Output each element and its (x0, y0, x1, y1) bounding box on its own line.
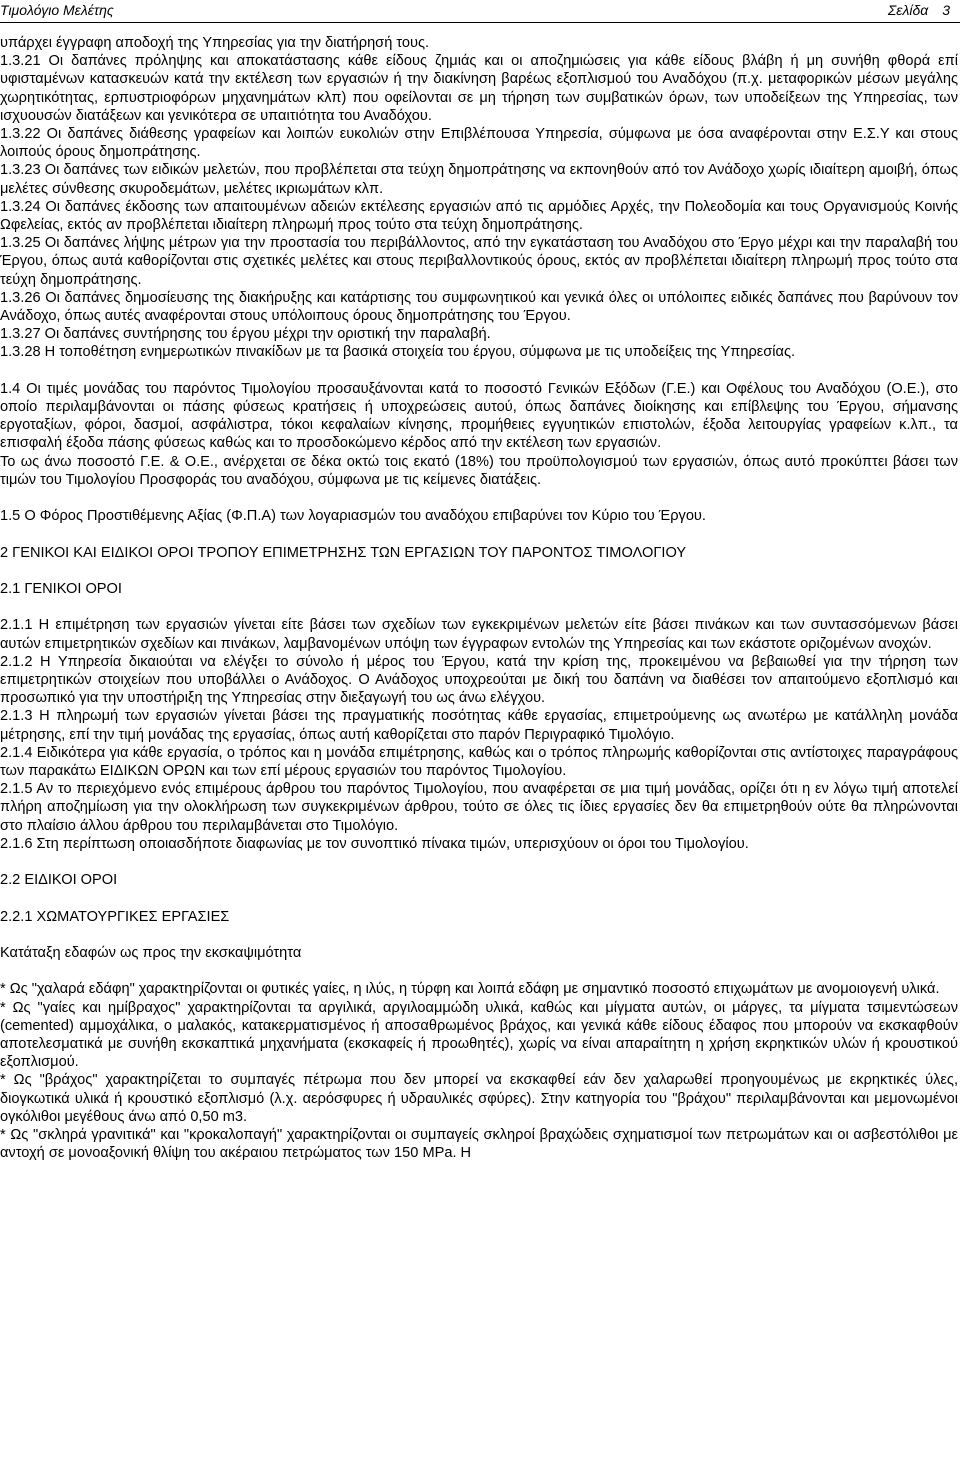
paragraph: υπάρχει έγγραφη αποδοχή της Υπηρεσίας για την διατήρησή τους. (0, 35, 430, 51)
paragraph: * Ως "χαλαρά εδάφη" χαρακτηρίζονται οι φυτικές γαίες, η ιλύς, η τύρφη και λοιπά εδάφη με σημαντικό ποσοστό επιχωμάτων με ανομοιογενή υλικά. (0, 981, 940, 998)
paragraph: 1.3.27 Οι δαπάνες συντήρησης του έργου μέχρι την οριστική την παραλαβή. (0, 326, 491, 343)
paragraph: 2 ΓΕΝΙΚΟΙ ΚΑΙ ΕΙΔΙΚΟΙ ΟΡΟΙ ΤΡΟΠΟΥ ΕΠΙΜΕΤΡΗΣΗΣ ΤΩΝ ΕΡΓΑΣΙΩΝ ΤΟΥ ΠΑΡΟΝΤΟΣ ΤΙΜΟΛΟΓΙΟΥ (0, 544, 687, 561)
paragraph: * Ως "βράχος" χαρακτηρίζεται το συμπαγές πέτρωμα που δεν μπορεί να εκσκαφθεί εάν δεν χαλαρωθεί προηγουμένως με εκρηκτικές ύλες, διογκωτικά υλικά ή κρουστικό εξοπλισμό (λ.χ. αερόσφυρες ή υδραυλικές σφύρες). Στην κατηγορία του "βράχου" περιλαμβάνονται και μεμονωμένοι ογκόλιθοι μεγέθους άνω από 0,50 m3. (0, 1072, 958, 1125)
paragraph: 2.1.4 Ειδικότερα για κάθε εργασία, ο τρόπος και η μονάδα επιμέτρησης, καθώς και ο τρόπος πληρωμής καθορίζονται στις αντίστοιχες παραγράφους των παρακάτω ΕΙΔΙΚΩΝ ΟΡΩΝ και των επί μέρους εργασιών του παρόντος Τιμολογίου. (0, 744, 958, 780)
header-divider (0, 22, 960, 23)
paragraph: 1.3.28 Η τοποθέτηση ενημερωτικών πινακίδων με τα βασικά στοιχεία του έργου, σύμφωνα με τις υποδείξεις της Υπηρεσίας. (0, 344, 796, 361)
paragraph-spacer (0, 853, 958, 871)
paragraph: 2.1.1 Η επιμέτρηση των εργασιών γίνεται είτε βάσει των σχεδίων των εγκεκριμένων μελετών είτε βάσει πινάκων και των συντασσόμενων βάσει αυτών επιμετρητικών σχεδίων και πινάκων, λαμβανομένων υπόψη των έγγραφων εντολών της Υπηρεσίας και των εκάστοτε οριζομένων ανοχών. (0, 617, 958, 652)
paragraph-spacer (0, 525, 958, 543)
paragraph-spacer (0, 562, 958, 580)
paragraph: * Ως "σκληρά γρανιτικά" και "κροκαλοπαγή" χαρακτηρίζονται οι συμπαγείς σκληροί βραχώδεις σχηματισμοί των πετρωμάτων και οι ασβεστόλιθοι με αντοχή σε μονοαξονική θλίψη του ακέραιου πετρώματος των 150 MPa. Η (0, 1127, 958, 1162)
paragraph: 1.3.23 Οι δαπάνες των ειδικών μελετών, που προβλέπεται στα τεύχη δημοπράτησης να εκπονηθούν από τον Ανάδοχο χωρίς ιδιαίτερη αμοιβή, όπως μελέτες σύνθεσης σκυροδεμάτων, μελέτες ικριωμάτων κλπ. (0, 162, 958, 197)
paragraph: 2.1.3 Η πληρωμή των εργασιών γίνεται βάσει της πραγματικής ποσότητας κάθε εργασίας, επιμετρούμενης ως ανωτέρω με κατάλληλη μονάδα μέτρησης, επί την τιμή μονάδας της εργασίας, όπως αυτή καθορίζεται στο παρόν Περιγραφικό Τιμολόγιο. (0, 708, 958, 743)
paragraph-spacer (0, 962, 958, 980)
paragraph: 1.3.21 Οι δαπάνες πρόληψης και αποκατάστασης κάθε είδους ζημιάς και οι αποζημιώσεις για κάθε είδους βλάβη ή μη συνήθη φθορά επί υφισταμένων κατασκευών κατά την εκτέλεση των εργασιών ή την διακίνηση βαρέως εξοπλισμού του Αναδόχου (π.χ. μεταφορικών μέσων μεγάλης χωρητικότητας, ερπυστριοφόρων μηχανημάτων κλπ) που οφείλονται σε μη τήρηση των συμβατικών όρων, των υποδείξεων της Υπηρεσίας, των ισχυουσών διατάξεων και γενικότερα σε υπαιτιότητα του Αναδόχου. (0, 53, 958, 124)
paragraph: Κατάταξη εδαφών ως προς την εκσκαψιμότητα (0, 945, 302, 962)
document-title: Τιμολόγιο Μελέτης (0, 2, 114, 18)
paragraph-spacer (0, 889, 958, 907)
paragraph: * Ως "γαίες και ημίβραχος" χαρακτηρίζονται τα αργιλικά, αργιλοαμμώδη υλικά, καθώς και μίγματα αυτών, οι μάργες, τα μίγματα τσιμεντώσεων (cemented) αμμοχάλικα, ο μαλακός, κατακερματισμένος ή αποσαθρωμένος βράχος, και γενικά κάθε είδους έδαφος που μπορούν να εκσκαφθούν αποτελεσματικά με συνήθη εκσκαπτικά μηχανήματα (εκσκαφείς ή προωθητές), χωρίς να είναι απαραίτητη η χρήση εκρηκτικών υλών ή κρουστικού εξοπλισμού. (0, 999, 958, 1071)
paragraph: 2.2 ΕΙΔΙΚΟΙ ΟΡΟΙ (0, 872, 118, 889)
page-label: Σελίδα (887, 2, 929, 18)
paragraph: 2.1 ΓΕΝΙΚΟΙ ΟΡΟΙ (0, 581, 122, 598)
paragraph: 2.1.2 Η Υπηρεσία δικαιούται να ελέγξει το σύνολο ή μέρος του Έργου, κατά την κρίση της, προκειμένου να βεβαιωθεί για την τήρηση των επιμετρητικών στοιχείων που υποβάλλει ο Ανάδοχος. Ο Ανάδοχος υποχρεούται με δική του δαπάνη να διαθέσει τον απαιτούμενο εξοπλισμό και προσωπικό για την υποστήριξη της Υπηρεσίας στην διεξαγωγή του ως άνω ελέγχου. (0, 653, 958, 707)
paragraph-spacer (0, 362, 958, 380)
paragraph: 2.1.5 Αν το περιεχόμενο ενός επιμέρους άρθρου του παρόντος Τιμολογίου, που αναφέρεται σε μια τιμή μονάδας, ορίζει ότι η εν λόγω τιμή αποτελεί πλήρη αποζημίωση για την ολοκλήρωση των συγκεκριμένων άρθρου, τούτο σε όλες τις ίδιες εργασίες δεν θα επιμετρηθούν ούτε θα πληρώνονται στο πλαίσιο άλλου άρθρου του περιλαμβάνεται στο Τιμολόγιο. (0, 781, 958, 834)
paragraph: 1.5 Ο Φόρος Προστιθέμενης Αξίας (Φ.Π.Α) των λογαριασμών του αναδόχου επιβαρύνει τον Κύριο του Έργου. (0, 508, 706, 525)
document-body (0, 34, 958, 1162)
paragraph-spacer (0, 598, 958, 616)
paragraph: 2.1.6 Στη περίπτωση οποιασδήποτε διαφωνίας με τον συνοπτικό πίνακα τιμών, υπερισχύουν οι όροι του Τιμολογίου. (0, 835, 749, 852)
paragraph-spacer (0, 926, 958, 944)
page-number: 3 (942, 2, 950, 18)
paragraph: 1.3.24 Οι δαπάνες έκδοσης των απαιτουμένων αδειών εκτέλεσης εργασιών από τις αρμόδιες Αρχές, την Πολεοδομία και τους Οργανισμούς Κοινής Ωφελείας, εκτός αν προβλέπεται ιδιαίτερη πληρωμή προς τούτο στα τεύχη δημοπράτησης. (0, 198, 958, 234)
paragraph: 1.3.26 Οι δαπάνες δημοσίευσης της διακήρυξης και κατάρτισης του συμφωνητικού και γενικά όλες οι υπόλοιπες ειδικές δαπάνες που βαρύνουν τον Ανάδοχο, όπως αυτές αναφέρονται στους υπόλοιπους όρους δημοπράτησης του Έργου. (0, 289, 958, 325)
paragraph: 1.3.25 Οι δαπάνες λήψης μέτρων για την προστασία του περιβάλλοντος, από την εγκατάσταση του Αναδόχου στο Έργο μέχρι και την παραλαβή του Έργου, όπως αυτά καθορίζονται στις σχετικές μελέτες και στους περιβαλλοντικούς όρους, εκτός αν προβλέπεται ιδιαίτερη πληρωμή προς τούτο στα τεύχη δημοπράτησης. (0, 235, 958, 288)
paragraph: Το ως άνω ποσοστό Γ.Ε. & Ο.Ε., ανέρχεται σε δέκα οκτώ τοις εκατό (18%) του προϋπολογισμού των εργασιών, όπως αυτό προκύπτει βάσει των τιμών του Τιμολογίου Προσφοράς του αναδόχου, σύμφωνα με τις κείμενες διατάξεις. (0, 453, 958, 488)
paragraph-spacer (0, 489, 958, 507)
paragraph: 1.4 Οι τιμές μονάδας του παρόντος Τιμολογίου προσαυξάνονται κατά το ποσοστό Γενικών Εξόδων (Γ.Ε.) και Οφέλους του Αναδόχου (Ο.Ε.), στο οποίο περιλαμβάνονται οι πάσης φύσεως κρατήσεις ή υποχρεώσεις αυτού, όπως δαπάνες διοίκησης και επίβλεψης του Έργου, σήμανσης εργοταξίων, φόροι, δασμοί, ασφάλιστρα, τόκοι κεφαλαίων κίνησης, προμήθειες εγγυητικών επιστολών, έξοδα λειτουργίας γραφείων κ.λπ., τα επισφαλή έξοδα πάσης φύσεως καθώς και το προσδοκώμενο κέρδος από την εκτέλεση των εργασιών. (0, 380, 958, 452)
paragraph: 2.2.1 ΧΩΜΑΤΟΥΡΓΙΚΕΣ ΕΡΓΑΣΙΕΣ (0, 908, 230, 925)
page-indicator (888, 2, 950, 18)
paragraph: 1.3.22 Οι δαπάνες διάθεσης γραφείων και λοιπών ευκολιών στην Επιβλέπουσα Υπηρεσία, σύμφωνα με όσα αναφέρονται στην Ε.Σ.Υ και στους λοιπούς όρους δημοπράτησης. (0, 126, 958, 161)
